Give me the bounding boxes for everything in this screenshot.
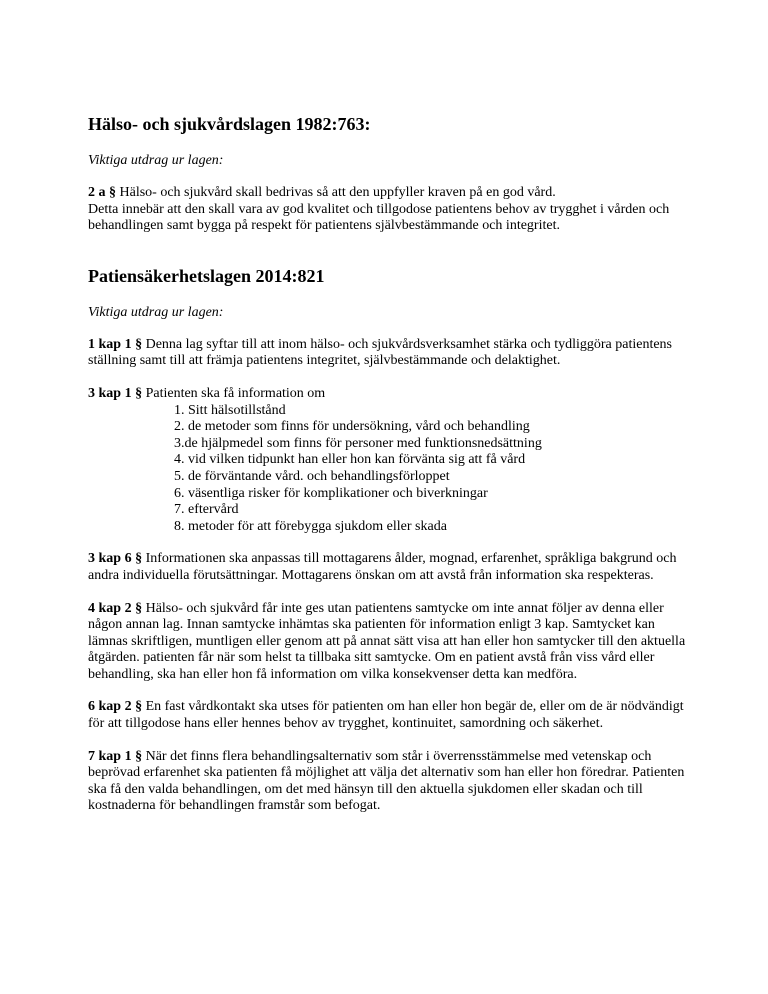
section-title-patientsakerhetslagen: Patiensäkerhetslagen 2014:821 (88, 265, 325, 286)
paragraph-3kap6 (88, 551, 688, 584)
paragraph-3kap1 (88, 386, 688, 403)
section-title-halso-sjukvardslagen: Hälso- och sjukvårdslagen 1982:763: (88, 114, 371, 134)
list-item: 3.de hjälpmedel som finns för personer med funktionsnedsättning (174, 435, 542, 451)
information-list (88, 403, 688, 536)
paragraph-continuation: Detta innebär att den skall vara av god kvalitet och tillgodose patientens behov av trygghet i vården och behandlingen samt bygga på respekt för patientens självbestämmande och integritet. (88, 201, 670, 234)
paragraph-ref: 6 kap 2 § (88, 699, 143, 715)
paragraph-ref: 2 a § (88, 185, 116, 200)
paragraph-ref: 3 kap 1 § (88, 385, 143, 401)
paragraph-text: Informationen ska anpassas till mottagarens ålder, mognad, erfarenhet, språkliga bakgrund och andra individuella förutsättningar. Mottagarens önskan om att avstå från information ska respekteras. (88, 551, 677, 583)
section-patientsakerhetslagen (88, 265, 688, 815)
list-item: 8. metoder för att förebygga sjukdom eller skada (174, 518, 447, 534)
paragraph-text: Hälso- och sjukvård får inte ges utan patientens samtycke om inte annat följer av denna eller någon annan lag. Innan samtycke inhämtas ska patienten för information enligt 3 kap. Samtycket kan lämnas skriftligen, muntligen eller genom att på annat sätt visa att han eller hon samtycker till den aktuella åtgärden. patienten får när som helst ta tillbaka sitt samtycke. Om en patient avstå från viss vård eller behandling, ska han eller hon få information om vilka konsekvenser detta kan medföra. (88, 600, 686, 682)
paragraph-ref: 3 kap 6 § (88, 551, 143, 567)
section-intro: Viktiga utdrag ur lagen: (88, 304, 224, 320)
list-item: 4. vid vilken tidpunkt han eller hon kan förvänta sig att få vård (174, 452, 526, 468)
paragraph-4kap2 (88, 601, 688, 684)
document-page (88, 113, 688, 815)
paragraph-text: Hälso- och sjukvård skall bedrivas så att den uppfyller kraven på en god vård. (116, 185, 556, 200)
paragraph-ref: 1 kap 1 § (88, 336, 143, 352)
list-item: 5. de förväntande vård. och behandlingsförloppet (174, 468, 450, 484)
paragraph-7kap1 (88, 749, 688, 815)
list-item: 6. väsentliga risker för komplikationer och biverkningar (174, 485, 488, 501)
list-item: 1. Sitt hälsotillstånd (174, 402, 286, 418)
list-item: 2. de metoder som finns för undersökning, vård och behandling (174, 419, 530, 435)
list-item: 7. eftervård (174, 502, 239, 518)
paragraph-text: Patienten ska få information om (142, 385, 326, 401)
paragraph-text: En fast vårdkontakt ska utses för patienten om han eller hon begär de, eller om de är nödvändigt för att tillgodose hans eller hennes behov av trygghet, kontinuitet, samordning och säkerhet. (88, 699, 684, 732)
paragraph-2a (88, 185, 688, 235)
paragraph-ref: 4 kap 2 § (88, 600, 143, 616)
section-intro: Viktiga utdrag ur lagen: (88, 153, 224, 168)
paragraph-6kap2 (88, 699, 688, 732)
paragraph-text: När det finns flera behandlingsalternativ som står i överrensstämmelse med vetenskap och beprövad erfarenhet ska patienten få möjlighet att välja det alternativ som han eller hon föredrar. Patienten ska få den valda behandlingen, om det med hänsyn till den aktuella sjukdomen eller skadan och till kostnaderna för behandlingen framstår som befogat. (88, 748, 685, 814)
paragraph-ref: 7 kap 1 § (88, 748, 143, 764)
paragraph-1kap1 (88, 337, 688, 370)
paragraph-text: Denna lag syftar till att inom hälso- och sjukvårdsverksamhet stärka och tydliggöra patientens ställning samt till att främja patientens integritet, självbestämmande och delaktighet. (88, 336, 672, 369)
